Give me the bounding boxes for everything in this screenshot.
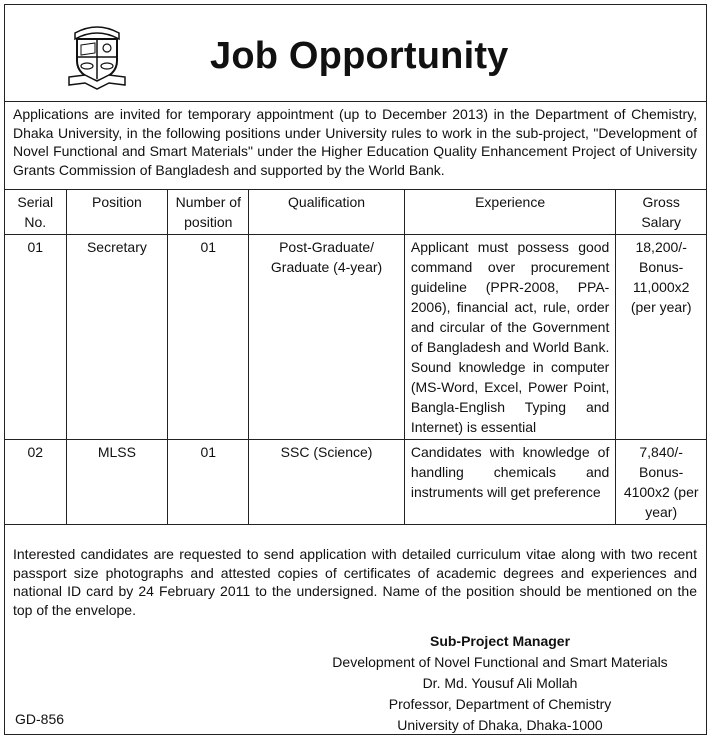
cell-experience: Candidates with knowledge of handling chemicals and instruments will get preference xyxy=(404,440,615,525)
reference-code: GD-856 xyxy=(15,711,65,727)
header-qualification: Qualification xyxy=(249,190,405,235)
signatory-address: University of Dhaka, Dhaka-1000 xyxy=(397,717,603,733)
cell-serial: 02 xyxy=(5,440,67,525)
cell-experience: Applicant must possess good command over procurement guideline (PPR-2008, PPA-2006), financial act, rule, order and circular of the Government of Bangladesh and World Bank. Sound knowledge in computer (MS-Word, Excel, Power Point, Bangla-English Typing and Internet) is essential xyxy=(404,235,615,440)
table-header-row xyxy=(5,190,707,235)
university-seal-icon xyxy=(65,19,129,91)
closing-paragraph: Interested candidates are requested to send application with detailed curriculum vitae along with two recent passport size photographs and attested copies of certificates of academic degrees and experiences and national ID card by 24 February 2011 to the undersigned. Name of the position should be mentioned on the top of the envelope. xyxy=(13,546,697,618)
cell-position: MLSS xyxy=(66,440,168,525)
header-serial: Serial No. xyxy=(5,190,67,235)
signatory-title: Sub-Project Manager xyxy=(429,633,571,649)
signature-block xyxy=(305,631,695,736)
signatory-designation: Professor, Department of Chemistry xyxy=(388,696,612,712)
cell-salary: 7,840/- Bonus- 4100x2 (per year) xyxy=(616,440,707,525)
intro-paragraph: Applications are invited for temporary appointment (up to December 2013) in the Department of Chemistry, Dhaka University, in the following positions under University rules to work in the sub-project, "Development of Novel Functional and Smart Materials" under the Higher Education Quality Enhancement Project of University Grants Commission of Bangladesh and supported by the World Bank. xyxy=(13,106,697,178)
advertisement-header xyxy=(5,5,706,102)
cell-number: 01 xyxy=(168,440,249,525)
positions-table xyxy=(4,189,707,525)
signatory-project: Development of Novel Functional and Smart Materials xyxy=(332,654,668,670)
cell-serial: 01 xyxy=(5,235,67,440)
cell-salary: 18,200/- Bonus- 11,000x2 (per year) xyxy=(616,235,707,440)
page-title: Job Opportunity xyxy=(210,35,509,77)
header-salary: Gross Salary xyxy=(616,190,707,235)
cell-qualification: Post-Graduate/ Graduate (4-year) xyxy=(249,235,405,440)
cell-position: Secretary xyxy=(66,235,168,440)
table-row xyxy=(5,235,707,440)
cell-number: 01 xyxy=(168,235,249,440)
table-row xyxy=(5,440,707,525)
signatory-name: Dr. Md. Yousuf Ali Mollah xyxy=(422,675,578,691)
advertisement-frame xyxy=(4,4,707,735)
header-experience: Experience xyxy=(404,190,615,235)
cell-qualification: SSC (Science) xyxy=(249,440,405,525)
header-number: Number of position xyxy=(168,190,249,235)
header-position: Position xyxy=(66,190,168,235)
